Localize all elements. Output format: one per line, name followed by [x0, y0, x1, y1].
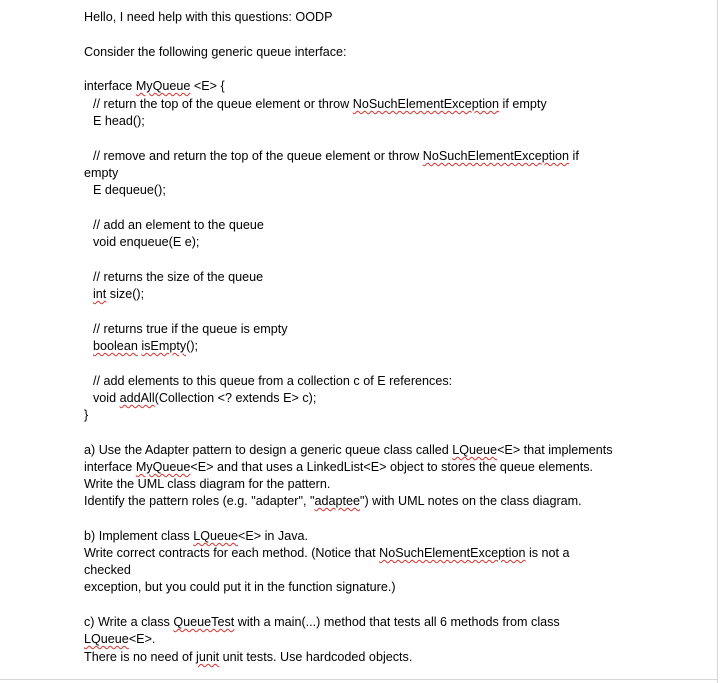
consider-text: Consider the following generic queue interface: — [84, 45, 347, 59]
misspelled-word: MyQueue — [135, 79, 191, 93]
question-b-line-4 — [84, 579, 396, 596]
misspelled-word: addAll — [119, 391, 155, 405]
misspelled-word: NoSuchElementException — [379, 546, 526, 560]
text-span: unit tests. Use hardcoded objects. — [219, 650, 413, 664]
misspelled-word: MyQueue — [135, 460, 191, 474]
text-span: <E> that implements — [497, 443, 613, 457]
text-span: Write the UML class diagram for the pattern. — [84, 477, 331, 491]
comment-addall — [93, 373, 452, 390]
text-span: b) Implement class — [84, 529, 194, 543]
text-span: exception, but you could put it in the function signature.) — [84, 580, 396, 594]
text-span: (Collection <? extends E> c); — [154, 391, 317, 405]
question-b-line-1 — [84, 528, 308, 545]
text-span: (); — [186, 339, 199, 353]
question-a-line-1 — [84, 442, 613, 459]
page-edge-bottom — [0, 679, 718, 680]
intro-line — [84, 9, 333, 26]
question-a-line-3 — [84, 476, 330, 493]
misspelled-word: NoSuchElementException — [422, 149, 570, 163]
interface-close-brace — [84, 407, 88, 424]
misspelled-word: junit — [196, 650, 220, 664]
text-span: E head(); — [93, 114, 145, 128]
text-span: // add elements to this queue from a collection c of E references: — [93, 374, 453, 388]
text-span: c) Write a class — [84, 615, 174, 629]
text-span: <E> in Java. — [238, 529, 309, 543]
misspelled-word: QueueTest — [173, 615, 235, 629]
page-edge-right — [717, 0, 718, 683]
comment-isempty — [93, 321, 288, 338]
text-span: empty — [84, 166, 119, 180]
text-span: ") with UML notes on the class diagram. — [359, 494, 582, 508]
comment-dequeue — [93, 148, 579, 165]
misspelled-word: int — [93, 287, 107, 301]
text-span: checked — [84, 563, 131, 577]
method-isempty — [93, 338, 198, 355]
text-span: <E> and that uses a LinkedList<E> object to stores the queue elements. — [190, 460, 593, 474]
text-span: interface — [84, 460, 136, 474]
text-span: size(); — [106, 287, 145, 301]
text-span: } — [84, 408, 89, 422]
question-b-line-2 — [84, 545, 570, 562]
text-span: is not a — [525, 546, 570, 560]
consider-line — [84, 44, 347, 61]
text-span: // add an element to the queue — [93, 218, 264, 232]
text-span: if empty — [499, 97, 547, 111]
intro-text: Hello, I need help with this questions: OODP — [84, 10, 333, 24]
comment-dequeue-cont — [84, 165, 118, 182]
text-span: Write correct contracts for each method. (Notice that — [84, 546, 380, 560]
text-span: // returns true if the queue is empty — [93, 322, 288, 336]
text-span: There is no need of — [84, 650, 197, 664]
text-span: // remove and return the top of the queue element or throw — [93, 149, 423, 163]
misspelled-word: isEmpty — [141, 339, 187, 353]
text-span: interface — [84, 79, 136, 93]
text-span: void — [93, 391, 120, 405]
comment-enqueue — [93, 217, 264, 234]
question-b-line-3 — [84, 562, 131, 579]
misspelled-word: boolean — [93, 339, 138, 353]
text-span: // returns the size of the queue — [93, 270, 264, 284]
method-size — [93, 286, 144, 303]
misspelled-word: LQueue — [84, 632, 129, 646]
method-head — [93, 113, 145, 130]
text-span: <E>. — [128, 632, 156, 646]
text-span: void enqueue(E e); — [93, 235, 200, 249]
misspelled-word: NoSuchElementException — [352, 97, 500, 111]
question-a-line-4 — [84, 493, 582, 510]
misspelled-word: LQueue — [193, 529, 239, 543]
interface-declaration — [84, 78, 225, 95]
misspelled-word: adaptee — [314, 494, 360, 508]
text-span: <E> { — [190, 79, 225, 93]
text-span: // return the top of the queue element or throw — [93, 97, 353, 111]
method-dequeue — [93, 182, 166, 199]
comment-head — [93, 96, 547, 113]
question-c-line-1 — [84, 614, 560, 631]
method-enqueue — [93, 234, 199, 251]
method-addall — [93, 390, 316, 407]
text-span: with a main(...) method that tests all 6 methods from class — [234, 615, 560, 629]
question-c-line-2 — [84, 631, 155, 648]
comment-size — [93, 269, 263, 286]
question-a-line-2 — [84, 459, 593, 476]
text-span: Identify the pattern roles (e.g. "adapter", " — [84, 494, 315, 508]
text-span: a) Use the Adapter pattern to design a generic queue class called — [84, 443, 453, 457]
text-span: if — [569, 149, 579, 163]
misspelled-word: LQueue — [452, 443, 498, 457]
question-c-line-3 — [84, 649, 412, 666]
text-span: E dequeue(); — [93, 183, 166, 197]
